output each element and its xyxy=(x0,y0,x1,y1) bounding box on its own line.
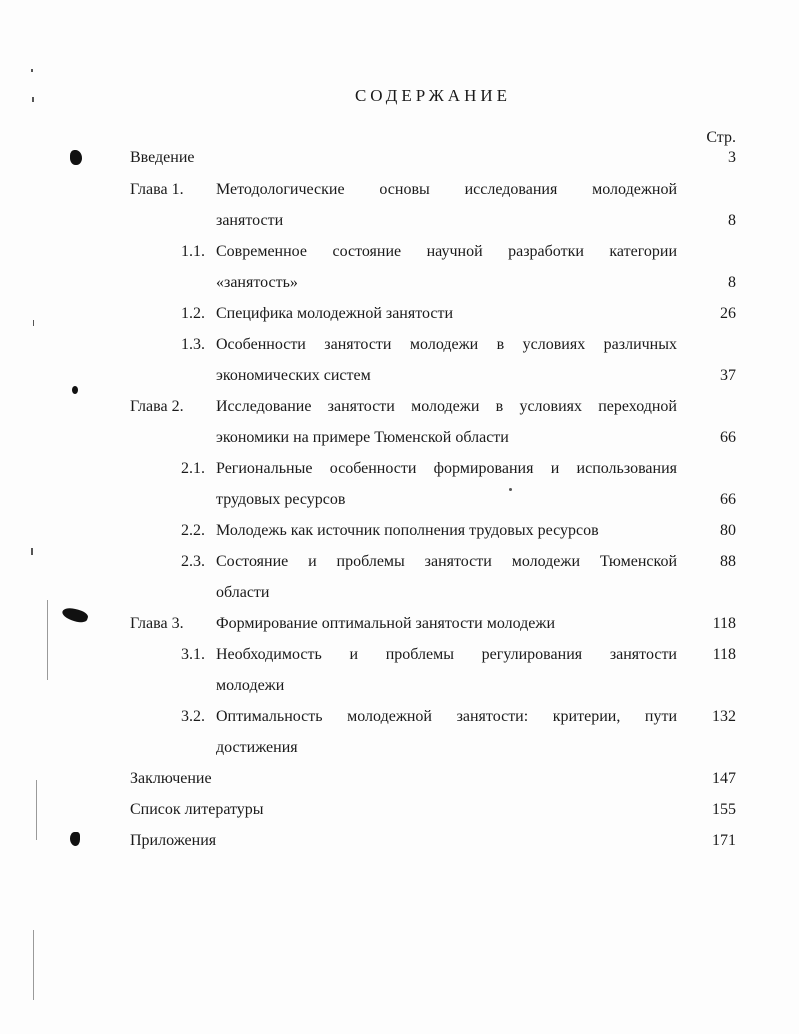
toc-page-number: 88 xyxy=(720,553,736,570)
toc-entry-title-cont: «занятость» xyxy=(216,274,298,291)
toc-entry-title: Специфика молодежной занятости xyxy=(216,305,454,322)
toc-page-number: 37 xyxy=(720,367,736,384)
toc-entry-title: Введение xyxy=(130,149,195,166)
toc-chapter-number: Глава 3. xyxy=(130,615,184,632)
scan-speck xyxy=(31,69,33,72)
page-column-label: Стр. xyxy=(706,129,736,146)
scan-speck xyxy=(33,320,34,326)
toc-page-number: 80 xyxy=(720,522,736,539)
scan-edge-line xyxy=(47,600,48,680)
toc-section-number: 2.1. xyxy=(181,460,205,477)
toc-section-number: 2.3. xyxy=(181,553,205,570)
toc-entry-title: Особенности занятости молодежи в условиях различных xyxy=(216,336,677,353)
toc-entry-title-cont: области xyxy=(216,584,270,601)
ink-blot-mark xyxy=(61,605,89,624)
toc-entry-title: Приложения xyxy=(130,832,217,849)
toc-section-number: 2.2. xyxy=(181,522,205,539)
toc-entry-title: Состояние и проблемы занятости молодежи Тюменской xyxy=(216,553,677,570)
toc-entry-title: Оптимальность молодежной занятости: критерии, пути xyxy=(216,708,677,725)
toc-entry-title-cont: занятости xyxy=(216,212,284,229)
toc-page-number: 3 xyxy=(728,149,736,166)
toc-page-number: 132 xyxy=(712,708,736,725)
toc-entry-title: Молодежь как источник пополнения трудовых ресурсов xyxy=(216,522,599,539)
scan-speck xyxy=(509,488,512,491)
scan-speck xyxy=(31,548,33,555)
toc-entry-title-cont: трудовых ресурсов xyxy=(216,491,346,508)
scan-edge-line xyxy=(33,930,34,1000)
scan-edge-line xyxy=(36,780,37,840)
toc-section-number: 1.2. xyxy=(181,305,205,322)
toc-section-number: 1.1. xyxy=(181,243,205,260)
toc-page-number: 8 xyxy=(728,274,736,291)
toc-page-number: 171 xyxy=(712,832,736,849)
toc-entry-title: Современное состояние научной разработки категории xyxy=(216,243,677,260)
toc-entry-title: Заключение xyxy=(130,770,212,787)
ink-blot-mark xyxy=(72,386,78,394)
ink-blot-mark xyxy=(70,150,82,165)
ink-blot-mark xyxy=(70,832,80,846)
toc-page-number: 66 xyxy=(720,429,736,446)
toc-entry-title: Необходимость и проблемы регулирования занятости xyxy=(216,646,677,663)
toc-entry-title: Формирование оптимальной занятости молодежи xyxy=(216,615,556,632)
toc-section-number: 1.3. xyxy=(181,336,205,353)
toc-page-number: 147 xyxy=(712,770,736,787)
toc-page-number: 155 xyxy=(712,801,736,818)
toc-page-number: 66 xyxy=(720,491,736,508)
toc-entry-title: Исследование занятости молодежи в условиях переходной xyxy=(216,398,677,415)
toc-chapter-number: Глава 1. xyxy=(130,181,184,198)
toc-entry-title-cont: молодежи xyxy=(216,677,285,694)
toc-entry-title-cont: экономики на примере Тюменской области xyxy=(216,429,509,446)
toc-page-number: 118 xyxy=(712,646,736,663)
page-title: СОДЕРЖАНИЕ xyxy=(354,86,512,105)
toc-entry-title-cont: достижения xyxy=(216,739,298,756)
toc-chapter-number: Глава 2. xyxy=(130,398,184,415)
toc-page-number: 8 xyxy=(728,212,736,229)
toc-section-number: 3.2. xyxy=(181,708,205,725)
toc-entry-title: Список литературы xyxy=(130,801,264,818)
toc-entry-title-cont: экономических систем xyxy=(216,367,371,384)
toc-page-number: 26 xyxy=(720,305,736,322)
toc-entry-title: Региональные особенности формирования и использования xyxy=(216,460,677,477)
toc-entry-title: Методологические основы исследования молодежной xyxy=(216,181,677,198)
toc-page-number: 118 xyxy=(712,615,736,632)
toc-section-number: 3.1. xyxy=(181,646,205,663)
